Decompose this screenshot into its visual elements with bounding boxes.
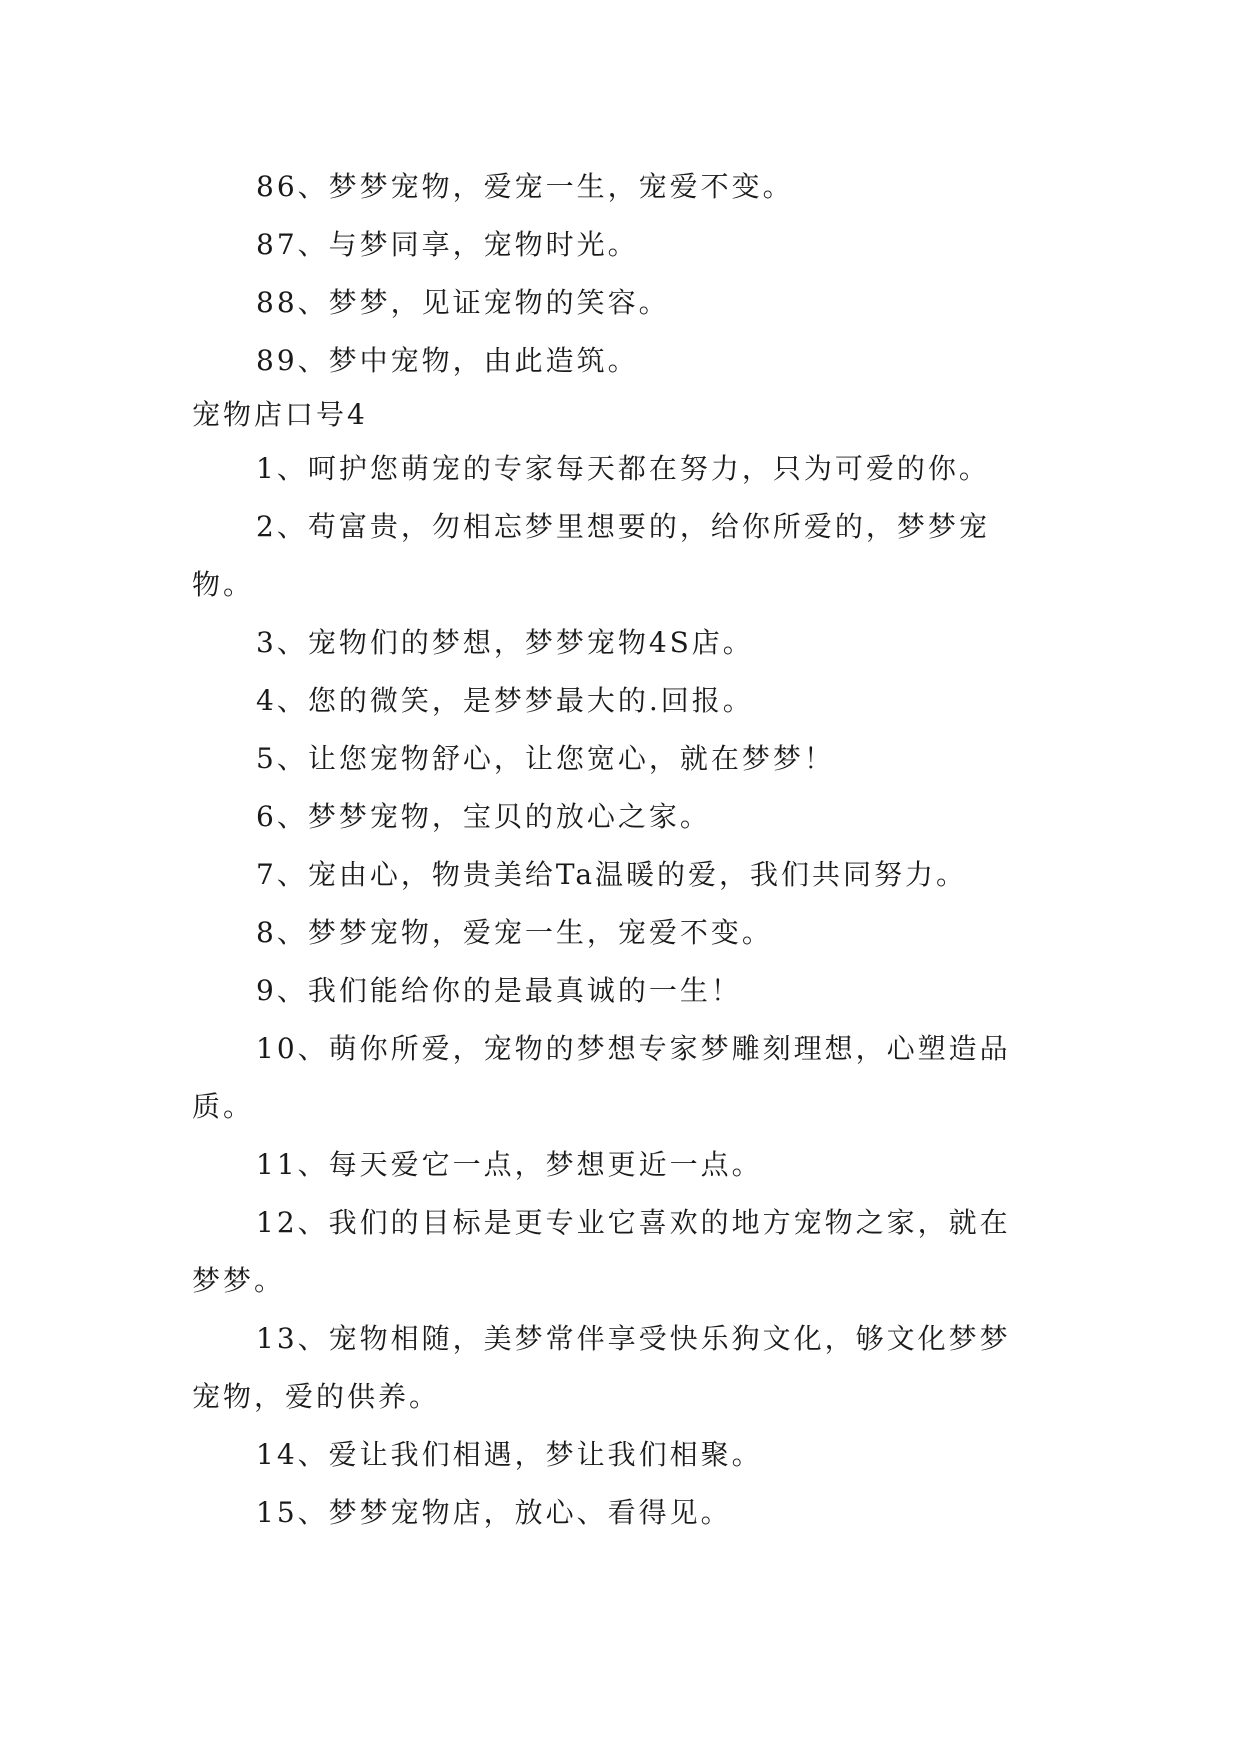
slogan-line-continuation: 物。 — [192, 568, 255, 601]
slogan-line: 8、梦梦宠物，爱宠一生，宠爱不变。 — [256, 916, 773, 949]
slogan-line: 12、我们的目标是更专业它喜欢的地方宠物之家，就在 — [256, 1206, 1011, 1239]
slogan-line: 6、梦梦宠物，宝贝的放心之家。 — [256, 800, 711, 833]
slogan-line: 87、与梦同享，宠物时光。 — [256, 228, 639, 261]
slogan-line-continuation: 质。 — [192, 1090, 255, 1123]
slogan-line: 7、宠由心，物贵美给Ta温暖的爱，我们共同努力。 — [256, 858, 968, 891]
slogan-line: 88、梦梦，见证宠物的笑容。 — [256, 286, 670, 319]
slogan-line-continuation: 宠物，爱的供养。 — [192, 1380, 441, 1413]
slogan-line: 89、梦中宠物，由此造筑。 — [256, 344, 639, 377]
slogan-line: 10、萌你所爱，宠物的梦想专家梦雕刻理想，心塑造品 — [256, 1032, 1011, 1065]
slogan-line-continuation: 梦梦。 — [192, 1264, 286, 1297]
slogan-line: 9、我们能给你的是最真诚的一生！ — [256, 974, 742, 1007]
slogan-line: 4、您的微笑，是梦梦最大的.回报。 — [256, 684, 754, 717]
slogan-line: 14、爱让我们相遇，梦让我们相聚。 — [256, 1438, 763, 1471]
slogan-line: 5、让您宠物舒心，让您宽心，就在梦梦！ — [256, 742, 835, 775]
document-body — [192, 158, 1052, 1542]
slogan-line: 15、梦梦宠物店，放心、看得见。 — [256, 1496, 732, 1529]
slogan-line: 3、宠物们的梦想，梦梦宠物4S店。 — [256, 626, 754, 659]
slogan-line: 13、宠物相随，美梦常伴享受快乐狗文化，够文化梦梦 — [256, 1322, 1011, 1355]
slogan-line: 86、梦梦宠物，爱宠一生，宠爱不变。 — [256, 170, 794, 203]
slogan-line: 2、苟富贵，勿相忘梦里想要的，给你所爱的，梦梦宠 — [256, 510, 990, 543]
section-heading: 宠物店口号4 — [192, 398, 368, 431]
slogan-line: 11、每天爱它一点，梦想更近一点。 — [256, 1148, 763, 1181]
slogan-line: 1、呵护您萌宠的专家每天都在努力，只为可爱的你。 — [256, 452, 990, 485]
